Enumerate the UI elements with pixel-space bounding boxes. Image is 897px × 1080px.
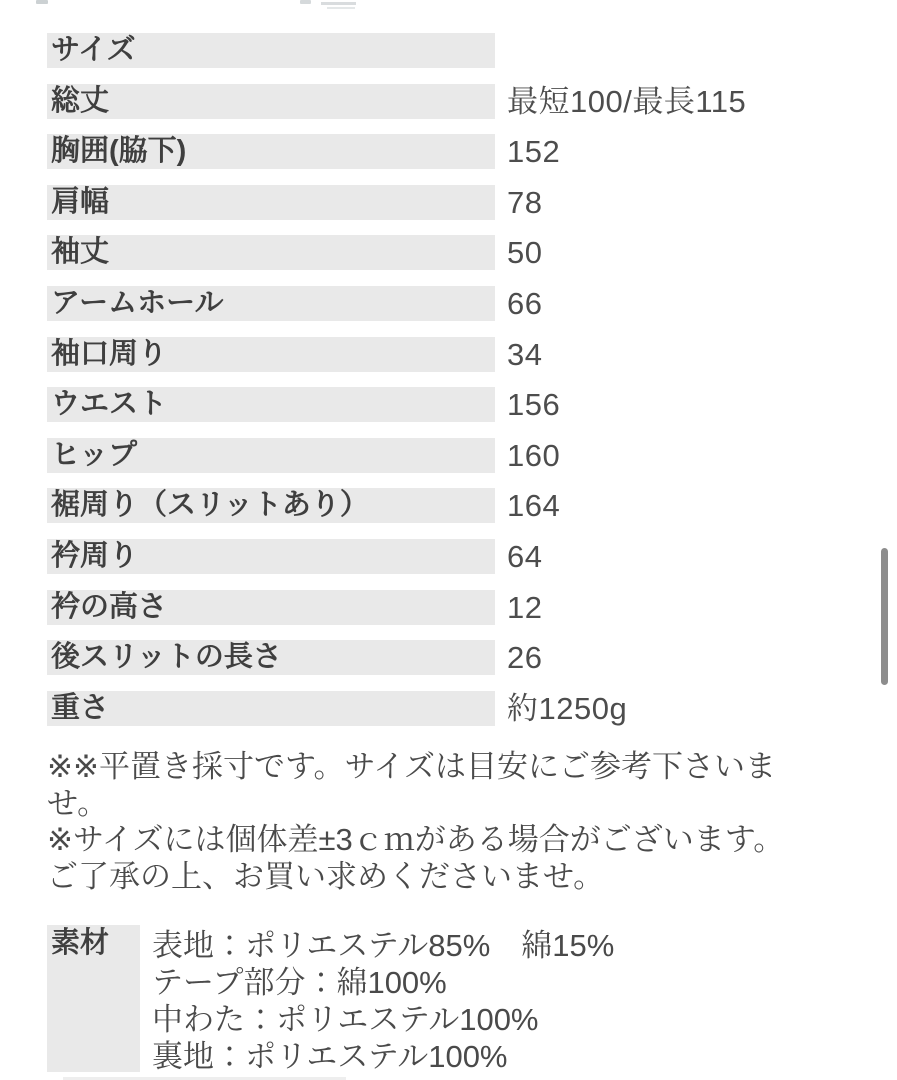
table-row	[47, 286, 897, 321]
material-details	[152, 927, 872, 1075]
table-row	[47, 539, 897, 574]
row-label: ヒップ	[47, 438, 495, 473]
material-line: 裏地：ポリエステル100%	[152, 1039, 508, 1074]
table-row	[47, 84, 897, 119]
material-label: 素材	[51, 927, 110, 959]
row-value: 約1250g	[507, 690, 628, 726]
table-row	[47, 488, 897, 523]
row-label: 肩幅	[47, 185, 495, 220]
row-label: 総丈	[47, 84, 495, 119]
row-label: 重さ	[47, 691, 495, 726]
table-row	[47, 387, 897, 422]
row-label: アームホール	[47, 286, 495, 321]
row-value: 26	[507, 640, 543, 676]
size-table	[47, 33, 897, 741]
material-line: 表地：ポリエステル85% 綿15%	[152, 928, 615, 963]
row-label: ウエスト	[47, 387, 495, 422]
cropped-content-fragment	[300, 0, 311, 4]
row-label: 胸囲(脇下)	[47, 134, 495, 169]
table-row	[47, 134, 897, 169]
row-value: 156	[507, 387, 561, 423]
note-line: ご了承の上、お買い求めくださいませ。	[47, 858, 605, 894]
row-label: 衿周り	[47, 539, 495, 574]
row-value: 152	[507, 134, 561, 170]
row-value: 78	[507, 184, 543, 220]
size-table-header-row	[47, 33, 897, 68]
cropped-content-fragment	[327, 7, 355, 9]
row-value: 66	[507, 285, 543, 321]
size-table-header: サイズ	[47, 33, 495, 68]
row-value: 50	[507, 235, 543, 271]
row-value: 64	[507, 538, 543, 574]
table-row	[47, 185, 897, 220]
row-value: 34	[507, 336, 543, 372]
cropped-content-fragment	[321, 2, 356, 5]
measurement-notes	[47, 749, 857, 895]
scrollbar-thumb[interactable]	[881, 548, 888, 685]
row-label: 衿の高さ	[47, 590, 495, 625]
row-label: 裾周り（スリットあり）	[47, 488, 495, 523]
material-line: テープ部分：綿100%	[152, 965, 447, 1000]
table-row	[47, 590, 897, 625]
row-value: 最短100/最長115	[507, 83, 747, 119]
table-row	[47, 640, 897, 675]
table-row	[47, 438, 897, 473]
material-label-cell	[47, 925, 140, 1072]
row-label: 袖口周り	[47, 337, 495, 372]
material-line: 中わた：ポリエステル100%	[152, 1002, 539, 1037]
row-value: 164	[507, 488, 561, 524]
table-row	[47, 691, 897, 726]
note-line: せ。	[47, 785, 109, 821]
row-label: 後スリットの長さ	[47, 640, 495, 675]
table-row	[47, 337, 897, 372]
row-value: 160	[507, 437, 561, 473]
row-label: 袖丈	[47, 235, 495, 270]
note-line: ※※平置き採寸です。サイズは目安にご参考下さいま	[47, 749, 776, 784]
row-value: 12	[507, 589, 543, 625]
note-line: ※サイズには個体差±3ｃｍがある場合がございます。	[47, 822, 785, 857]
table-row	[47, 235, 897, 270]
cropped-content-fragment	[36, 0, 48, 4]
